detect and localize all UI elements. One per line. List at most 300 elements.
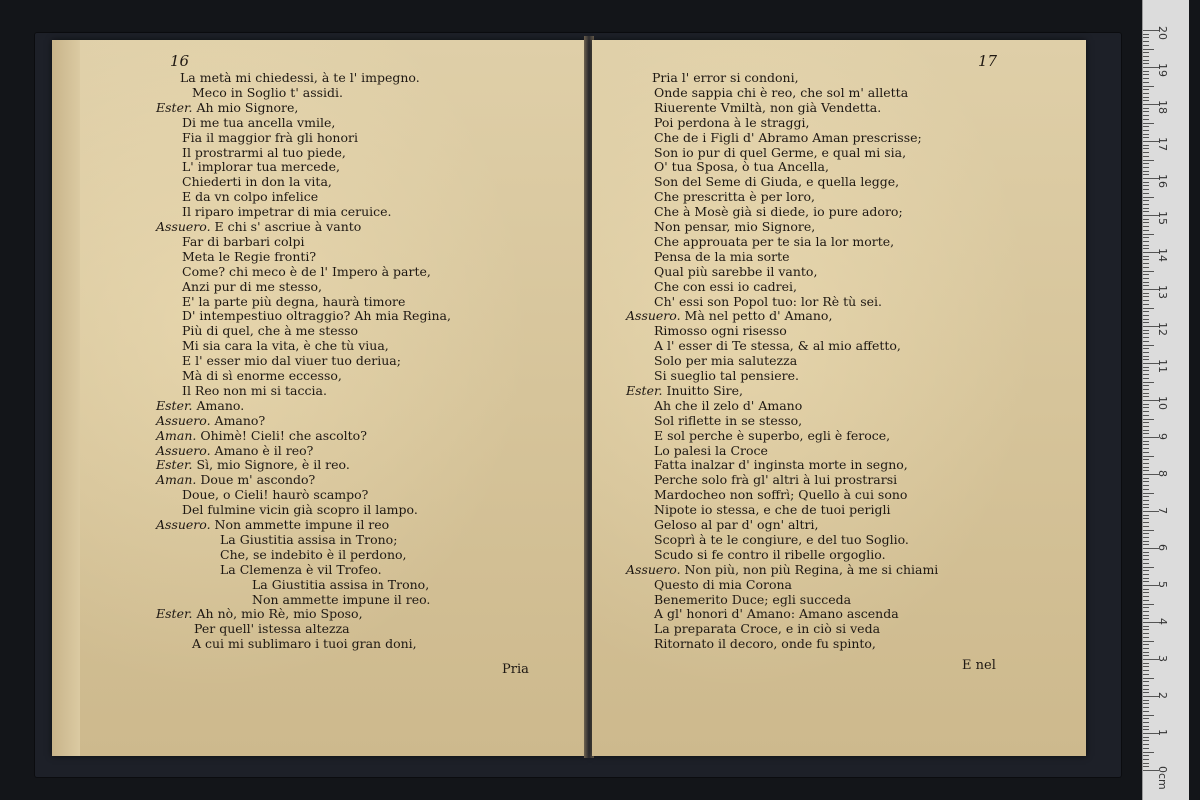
ruler-tick [1143,444,1149,445]
ruler-tick [1143,367,1149,368]
text-line [654,234,894,249]
verse-text: Pria l' error si condoni, [652,70,799,85]
text-line [654,264,817,279]
text-line [654,592,851,607]
ruler-tick [1143,370,1149,371]
speaker-name: Assuero. [626,561,685,577]
verse-text: L' implorar tua mercede, [182,159,340,175]
ruler-number: 15 [1156,211,1169,225]
text-line [156,428,367,443]
ruler-tick [1143,378,1149,379]
verse-text: Solo per mia salutezza [654,353,798,369]
verse-text: Geloso al par d' ogn' altri, [654,517,819,532]
verse-text: Rimosso ogni risesso [654,323,787,339]
ruler-tick [1143,596,1149,597]
verse-text: Che prescritta è per loro, [654,189,815,205]
ruler-tick [1143,481,1149,482]
ruler-tick [1143,385,1149,386]
text-line [180,70,420,85]
ruler-tick [1143,448,1149,449]
speaker-name: Assuero. [156,219,215,234]
verse-text: Ohimè! Cieli! che ascolto? [200,427,367,443]
ruler-tick [1143,552,1149,553]
verse-text: Far di barbari colpi [182,233,305,249]
text-line [182,338,389,353]
verse-text: Amano? [214,412,266,428]
ruler-tick [1143,396,1149,397]
verse-text: Questo di mia Corona [654,576,792,592]
ruler-tick [1143,755,1149,756]
ruler-tick [1143,737,1149,738]
ruler-tick [1143,555,1149,556]
verse-text: Il Reo non mi si taccia. [182,382,327,398]
ruler-tick [1143,430,1149,431]
verse-text: Riuerente Vmiltà, non già Vendetta. [654,99,882,115]
text-line [182,249,316,264]
ruler-tick [1143,470,1149,471]
ruler-number: 10 [1156,396,1169,410]
verse-text: Del fulmine vicin già scopro il lampo. [182,502,418,518]
text-line [156,398,244,413]
verse-text: Il riparo impetrar di mia ceruice. [182,204,392,220]
ruler-tick [1143,533,1149,534]
ruler-tick [1143,63,1149,64]
text-line [654,532,909,547]
ruler-tick [1143,526,1149,527]
ruler-tick [1143,700,1149,701]
verse-text: Onde sappia chi è reo, che sol m' alletta [654,84,909,100]
ruler-tick [1143,530,1154,531]
ruler-tick [1143,670,1149,671]
ruler-tick [1143,411,1149,412]
text-line [654,457,908,472]
verse-text: La preparata Croce, e in ciò si veda [654,621,881,637]
ruler-tick [1143,293,1149,294]
ruler-tick [1143,330,1149,331]
ruler-tick [1143,711,1149,712]
ruler-tick [1143,748,1149,749]
page-number-left: 16 [170,52,190,70]
ruler-tick [1143,641,1154,642]
ruler-tick [1143,241,1149,242]
verse-text: Benemerito Duce; egli succeda [654,591,852,607]
text-line [182,130,358,145]
ruler-tick [1143,729,1149,730]
ruler-tick [1143,226,1149,227]
verse-text: Non più, non più Regina, à me si chiami [684,561,939,577]
text-line [654,115,809,130]
ruler-tick [1143,222,1149,223]
ruler-tick [1143,607,1149,608]
ruler-tick [1143,655,1149,656]
ruler-tick [1143,441,1149,442]
verse-text: A l' esser di Te stessa, & al mio affetto, [654,338,901,354]
text-line [182,308,451,323]
ruler-tick [1143,74,1149,75]
verse-text: Chiederti in don la vita, [182,174,332,190]
text-line [654,502,891,517]
ruler-number: 2 [1156,692,1169,699]
ruler-tick [1143,563,1149,564]
ruler-tick [1143,271,1154,272]
ruler-tick [1143,308,1154,309]
ruler-tick [1143,637,1149,638]
ruler-tick [1143,111,1149,112]
speaker-name: Assuero. [626,308,685,324]
verse-text: Sì, mio Signore, è il reo. [196,457,350,473]
ruler-tick [1143,304,1149,305]
ruler-tick [1143,52,1149,53]
text-line [654,443,768,458]
ruler-tick [1143,359,1149,360]
ruler-tick [1143,718,1149,719]
verse-text: E chi s' ascriue à vanto [214,219,362,234]
verse-text: Pensa de la mia sorte [654,248,790,264]
text-line [654,487,907,502]
verse-text: Amano è il reo? [214,442,314,458]
text-line [654,338,901,353]
ruler-number: 18 [1156,100,1169,114]
text-line [192,636,417,651]
ruler-tick [1143,567,1154,568]
ruler-tick [1143,200,1149,201]
ruler-tick [1143,489,1149,490]
ruler-tick [1143,422,1149,423]
ruler-tick [1143,356,1149,357]
ruler-tick [1143,274,1149,275]
text-line [182,294,405,309]
ruler-tick [1143,341,1149,342]
text-line [156,457,350,472]
ruler-tick [1143,82,1149,83]
text-line [182,174,332,189]
verse-text: Fatta inalzar d' inginsta morte in segno, [654,457,908,473]
text-line [220,532,397,547]
ruler-tick [1143,589,1149,590]
ruler-tick [1143,685,1149,686]
speaker-name: Ester. [156,99,197,115]
verse-text: Ah nò, mio Rè, mio Sposo, [196,606,363,622]
verse-text: La metà mi chiedessi, à te l' impegno. [180,70,420,85]
speaker-name: Assuero. [156,442,215,458]
ruler-tick [1143,600,1149,601]
verse-text: O' tua Sposa, ò tua Ancella, [654,159,829,175]
verse-text: Si sueglio tal pensiere. [654,368,799,383]
speaker-name: Assuero. [156,412,215,428]
text-line [654,428,890,443]
ruler-tick [1143,674,1149,675]
ruler-tick [1143,559,1149,560]
verse-text: E l' esser mio dal viuer tuo deriua; [182,353,401,369]
verse-text: Nipote io stessa, e che de tuoi perigli [654,502,891,518]
ruler-tick [1143,581,1149,582]
text-line [182,264,431,279]
text-line [654,145,906,160]
ruler-tick [1143,130,1149,131]
verse-text: Sol riflette in se stesso, [654,412,803,428]
ruler-tick [1143,211,1149,212]
ruler-tick [1143,426,1149,427]
speaker-name: Ester. [626,382,667,398]
text-line [654,279,797,294]
ruler-tick [1143,345,1154,346]
verse-text: Che de i Figli d' Abramo Aman prescrisse; [654,129,922,145]
text-line [654,547,886,562]
verse-text: A gl' honori d' Amano: Amano ascenda [654,606,899,622]
text-line [194,621,350,636]
verse-text: Amano. [196,397,245,413]
verse-text: Per quell' istessa altezza [194,621,350,637]
ruler-tick [1143,348,1149,349]
verse-text: Son del Seme di Giuda, e quella legge, [654,174,900,190]
speaker-name: Ester. [156,457,197,473]
ruler-tick [1143,337,1149,338]
ruler-tick [1143,578,1149,579]
ruler-tick [1143,615,1149,616]
ruler-tick [1143,507,1149,508]
verse-text: E da vn colpo infelice [182,189,319,205]
verse-text: E sol perche è superbo, egli è feroce, [654,427,891,443]
ruler-tick [1143,485,1149,486]
verse-text: Non ammette impune il reo [214,517,390,532]
ruler-tick [1143,78,1149,79]
text-line [654,204,903,219]
ruler-tick [1143,389,1149,390]
ruler-tick [1143,278,1149,279]
verse-text: Son io pur di quel Germe, e qual mi sia, [654,144,907,160]
ruler-tick [1143,500,1149,501]
verse-text: Più di quel, che à me stesso [182,323,359,339]
ruler-tick [1143,433,1149,434]
verse-text: Ah mio Signore, [196,99,299,115]
ruler-tick [1143,248,1149,249]
text-line [182,234,305,249]
text-line [220,547,407,562]
text-line [156,517,389,532]
ruler-tick [1143,137,1149,138]
ruler-number: 6 [1156,544,1169,551]
verse-text: Ah che il zelo d' Amano [654,397,803,413]
ruler-tick [1143,145,1149,146]
text-line [156,606,363,621]
ruler-tick [1143,604,1154,605]
text-line [654,472,897,487]
verse-text: La Clemenza è vil Trofeo. [220,561,382,577]
text-line [182,487,368,502]
text-line [182,204,392,219]
ruler-tick [1143,134,1149,135]
catchword-left: Pria [502,662,529,677]
ruler-tick [1143,245,1149,246]
ruler-tick [1143,740,1149,741]
verse-text: Ritornato il decoro, onde fu spinto, [654,636,876,652]
ruler-tick [1143,296,1149,297]
verse-text: Di me tua ancella vmile, [182,114,336,130]
verse-text: Mà nel petto d' Amano, [684,308,833,324]
ruler-tick [1143,678,1154,679]
ruler-tick [1143,722,1149,723]
verse-text: E' la parte più degna, haurà timore [182,293,406,309]
ruler-tick [1143,189,1149,190]
text-line [654,413,802,428]
ruler-tick [1143,152,1149,153]
ruler-tick [1143,352,1149,353]
text-line [182,323,358,338]
text-line [654,219,815,234]
ruler-tick [1143,197,1154,198]
verse-text: Che, se indebito è il perdono, [220,546,407,562]
ruler-tick [1143,237,1149,238]
verse-text: Scudo si fe contro il ribelle orgoglio. [654,546,886,562]
verse-text: Come? chi meco è de l' Impero à parte, [182,263,431,279]
ruler-tick [1143,493,1154,494]
ruler-tick [1143,45,1149,46]
ruler-tick [1143,478,1149,479]
ruler-tick [1143,393,1149,394]
ruler-number: 19 [1156,63,1169,77]
verse-text: La Giustitia assisa in Trono; [220,531,398,547]
catchword-right: E nel [962,658,996,673]
ruler-tick [1143,97,1149,98]
ruler-number: 17 [1156,137,1169,151]
ruler-number: 7 [1156,507,1169,514]
ruler-tick [1143,407,1149,408]
ruler-tick [1143,208,1149,209]
verse-text: D' intempestiuo oltraggio? Ah mia Regina, [182,308,451,324]
ruler-number: 1 [1156,729,1169,736]
ruler-tick [1143,119,1149,120]
ruler-tick [1143,156,1149,157]
ruler-tick [1143,41,1149,42]
verse-text: Perche solo frà gl' altri à lui prostrarsi [654,472,898,488]
verse-text: Poi perdona à le straggi, [654,114,810,130]
text-line [654,621,880,636]
ruler-tick [1143,315,1149,316]
ruler-tick [1143,452,1149,453]
ruler-tick [1143,56,1149,57]
text-line [156,472,315,487]
verse-text: Doue m' ascondo? [200,472,316,488]
text-line [654,189,815,204]
ruler-tick [1143,256,1149,257]
ruler-tick [1143,518,1149,519]
speaker-name: Assuero. [156,517,215,532]
ruler-tick [1143,648,1149,649]
ruler-number: 16 [1156,174,1169,188]
ruler-tick [1143,652,1149,653]
ruler-tick [1143,766,1149,767]
text-line [654,249,790,264]
text-line [654,130,922,145]
ruler-tick [1143,93,1149,94]
verse-text: Ch' essi son Popol tuo: lor Rè tù sei. [654,293,882,309]
text-line [156,443,313,458]
ruler-tick [1143,126,1149,127]
text-line [182,279,322,294]
text-line [654,174,899,189]
verse-text: Meta le Regie fronti? [182,248,317,264]
ruler-tick [1143,629,1149,630]
ruler-tick [1143,692,1149,693]
ruler-tick [1143,115,1149,116]
text-line [654,323,787,338]
ruler-tick [1143,618,1149,619]
text-line [182,159,340,174]
left-page [52,40,588,756]
ruler-tick [1143,300,1149,301]
text-line [654,100,881,115]
ruler-tick [1143,71,1149,72]
ruler-tick [1143,726,1149,727]
ruler-tick [1143,100,1149,101]
verse-text: Scoprì à te le congiure, e del tuo Soglio. [654,531,909,547]
ruler-tick [1143,37,1149,38]
ruler-tick [1143,456,1154,457]
ruler-tick [1143,193,1149,194]
text-line [626,383,743,398]
ruler-tick [1143,496,1149,497]
ruler-tick [1143,544,1149,545]
text-line [654,577,792,592]
ruler-tick [1143,633,1149,634]
ruler-tick [1143,163,1149,164]
text-line [182,189,318,204]
ruler-tick [1143,86,1154,87]
text-line [156,100,298,115]
ruler-tick [1143,34,1149,35]
ruler-tick [1143,626,1149,627]
ruler-number: 14 [1156,248,1169,262]
ruler-tick [1143,374,1149,375]
text-line [182,115,335,130]
ruler-number: 5 [1156,581,1169,588]
text-line [626,562,938,577]
ruler-tick [1143,415,1149,416]
ruler-number: 13 [1156,285,1169,299]
ruler-tick [1143,89,1149,90]
ruler-tick [1143,459,1149,460]
ruler-tick [1143,230,1149,231]
text-line [654,636,876,651]
text-line [182,502,418,517]
right-page [592,40,1086,756]
ruler-tick [1143,160,1154,161]
ruler-tick [1143,681,1149,682]
text-line [652,70,799,85]
ruler-number: 8 [1156,470,1169,477]
speaker-name: Aman. [156,472,201,488]
ruler-tick [1143,382,1154,383]
speaker-name: Ester. [156,606,197,622]
text-line [156,219,361,234]
ruler-tick [1143,592,1149,593]
text-line [654,294,882,309]
verse-text: Mi sia cara la vita, è che tù viua, [182,338,389,354]
ruler-tick [1143,123,1154,124]
ruler-tick [1143,419,1154,420]
text-line [654,85,908,100]
text-line [252,592,430,607]
verse-text: Che con essi io cadrei, [654,278,798,294]
text-line [654,606,899,621]
verse-text: Doue, o Cieli! haurò scampo? [182,487,369,503]
text-line [654,517,818,532]
ruler-tick [1143,148,1149,149]
verse-text: A cui mi sublimaro i tuoi gran doni, [192,636,417,652]
ruler-tick [1143,504,1149,505]
text-line [654,353,797,368]
speaker-name: Aman. [156,427,201,443]
